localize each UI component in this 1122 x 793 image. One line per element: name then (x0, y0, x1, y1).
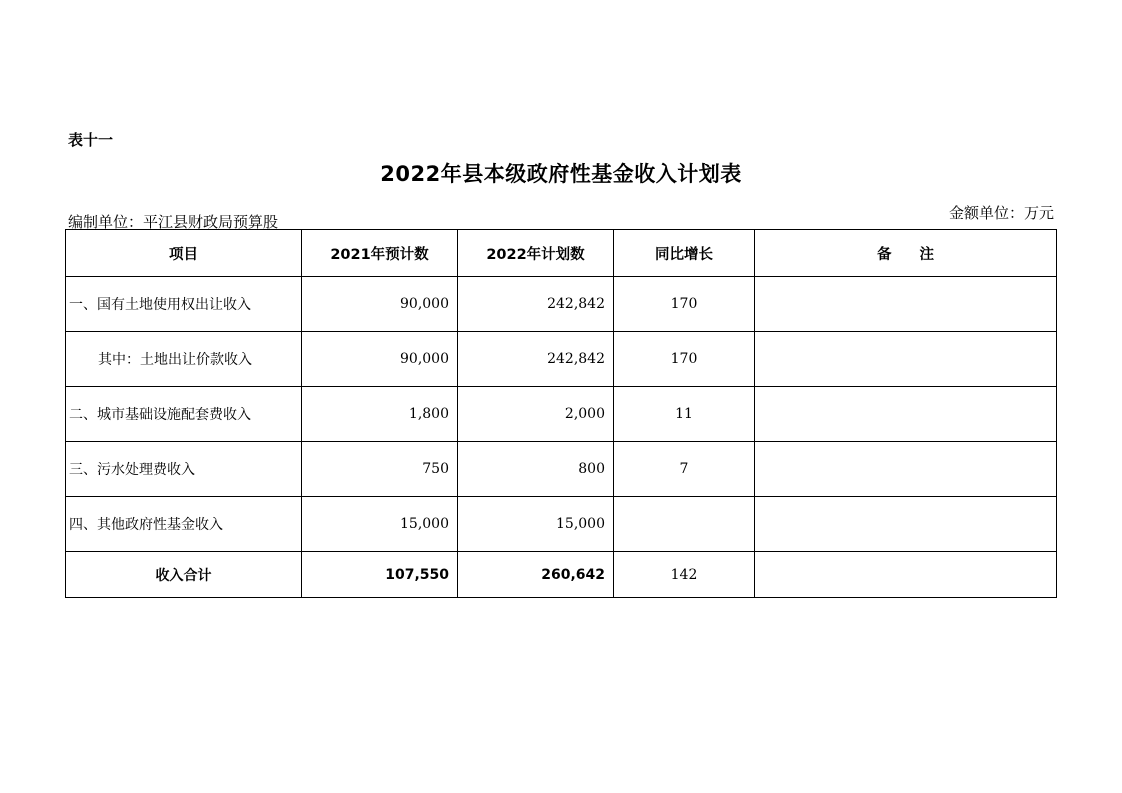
row-item: 二、城市基础设施配套费收入 (66, 387, 302, 442)
page-title: 2022年县本级政府性基金收入计划表 (380, 162, 742, 186)
total-plan-2022: 260,642 (458, 552, 614, 598)
row-plan-2022: 242,842 (458, 277, 614, 332)
header-item: 项目 (66, 230, 302, 277)
row-plan-2022: 800 (458, 442, 614, 497)
row-remark (755, 277, 1057, 332)
row-est-2021: 90,000 (302, 332, 458, 387)
total-growth: 142 (614, 552, 755, 598)
row-plan-2022: 2,000 (458, 387, 614, 442)
table-row (66, 442, 1057, 497)
table-row (66, 332, 1057, 387)
table-row (66, 387, 1057, 442)
total-label: 收入合计 (66, 552, 302, 598)
row-plan-2022: 15,000 (458, 497, 614, 552)
header-remark-label: 备注 (877, 246, 962, 263)
total-est-2021: 107,550 (302, 552, 458, 598)
row-growth: 7 (614, 442, 755, 497)
row-remark (755, 497, 1057, 552)
table-row (66, 497, 1057, 552)
header-growth: 同比增长 (614, 230, 755, 277)
row-est-2021: 1,800 (302, 387, 458, 442)
fund-income-table (65, 229, 1057, 598)
row-item: 其中：土地出让价款收入 (66, 332, 302, 387)
table-row (66, 277, 1057, 332)
total-remark (755, 552, 1057, 598)
row-remark (755, 442, 1057, 497)
header-remark (755, 230, 1057, 277)
header-est-2021: 2021年预计数 (302, 230, 458, 277)
row-item: 三、污水处理费收入 (66, 442, 302, 497)
row-est-2021: 90,000 (302, 277, 458, 332)
row-est-2021: 750 (302, 442, 458, 497)
row-growth (614, 497, 755, 552)
table-header-row (66, 230, 1057, 277)
row-item: 一、国有土地使用权出让收入 (66, 277, 302, 332)
row-item: 四、其他政府性基金收入 (66, 497, 302, 552)
row-growth: 170 (614, 332, 755, 387)
row-plan-2022: 242,842 (458, 332, 614, 387)
row-est-2021: 15,000 (302, 497, 458, 552)
row-growth: 170 (614, 277, 755, 332)
row-remark (755, 332, 1057, 387)
table-number: 表十一 (68, 131, 114, 149)
header-plan-2022: 2022年计划数 (458, 230, 614, 277)
row-growth: 11 (614, 387, 755, 442)
amount-unit: 金额单位：万元 (948, 204, 1054, 222)
row-remark (755, 387, 1057, 442)
compiler-unit: 编制单位：平江县财政局预算股 (68, 213, 279, 231)
total-row (66, 552, 1057, 598)
